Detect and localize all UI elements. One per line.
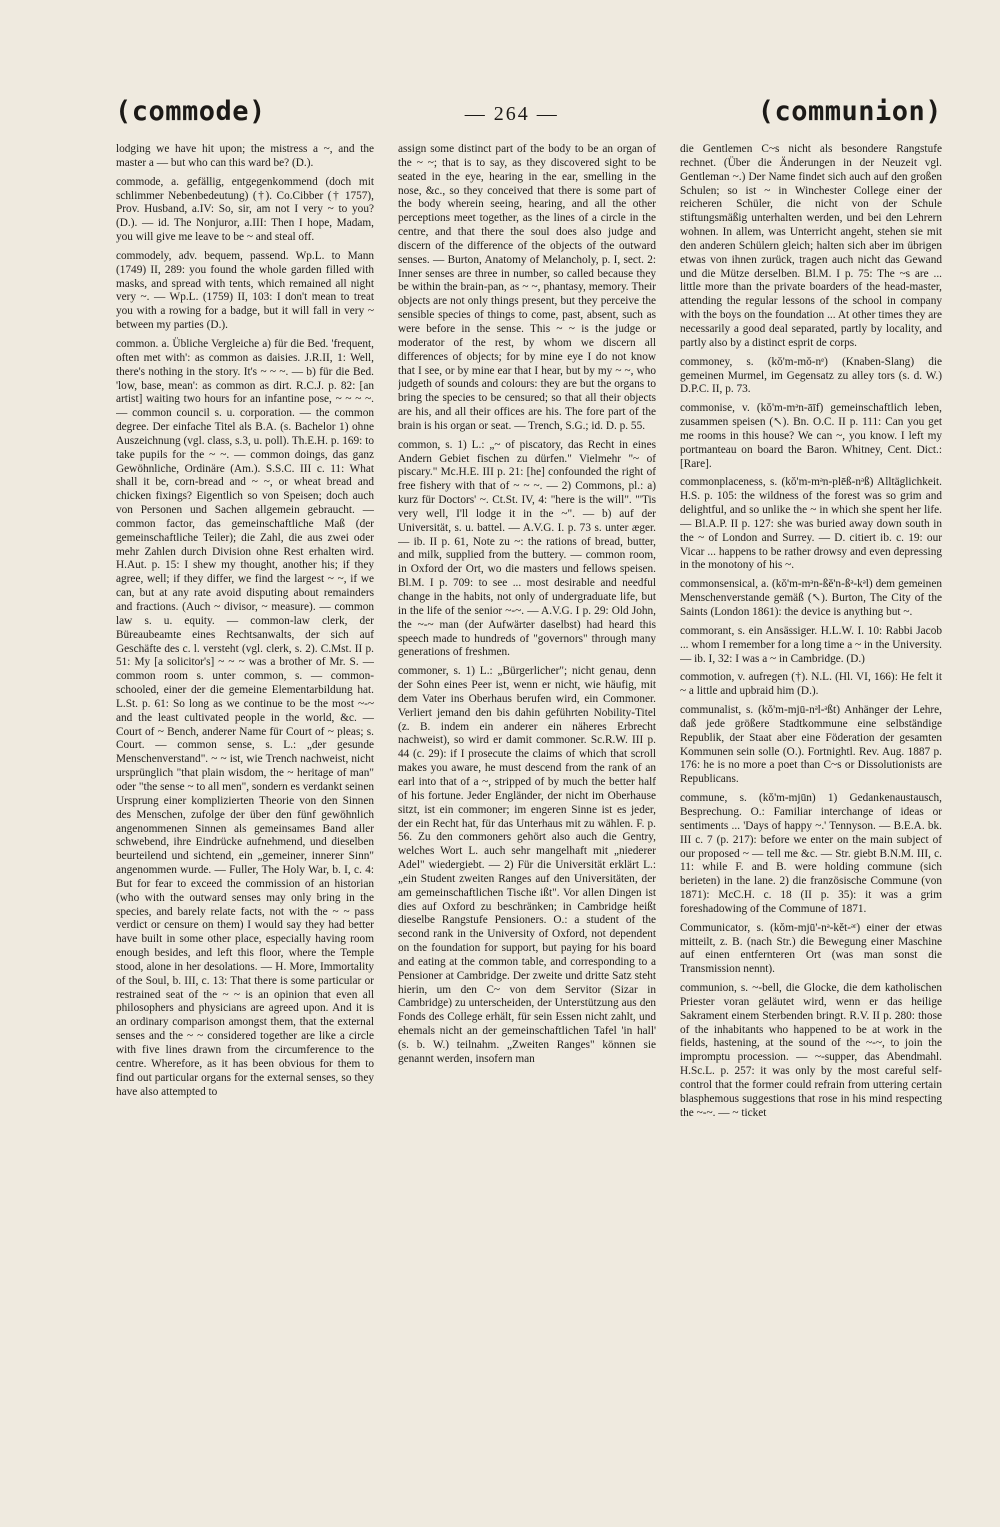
text-columns (116, 143, 942, 1473)
entry-text: communalist, s. (kŏ'm-mjū-nᵊl-ᵊßt) Anhänger der Lehre, daß jede größere Stadtkommune eine selbständige Republik, der Staat aber eine Föderation der gesamten Kommunen sein solle (O.). Fortnightl. Rev. Aug. 1887 p. 176: he is no more a poet than C~s or Dissolutionists are Republicans. (680, 704, 942, 786)
column-3 (680, 143, 942, 1473)
entry-text: commonise, v. (kŏ'm-mᵊn-āīf) gemeinschaftlich leben, zusammen speisen (↖). Bn. O.C. II p. 111: Can you get me rooms in this house? We can ~, you know. I left my portmanteau on board the Baron. Whitney, Cent. Dict.: [Rare]. (680, 402, 942, 470)
header-left-guideword: (commode) (115, 96, 266, 127)
page-number: — 264 — (464, 103, 559, 125)
entry-text: common, s. 1) L.: „~ of piscatory, das Recht in eines Andern Gebiet fischen zu dürfen." Vielmehr "~ of piscary." Mc.H.E. III p. 21: [he] confounded the right of free fishery with that of ~ ~ ~. — 2) Commons, pl.: a) kurz für Doctors' ~. Ct.St. IV, 4: "here is the will". "'Tis very well, I'll lodge it in the ~". — b) auf der Universität, s. u. battel. — A.V.G. I. p. 73 s. unter æger. — ib. II p. 61, Note zu ~: the rations of bread, butter, and milk, supplied from the buttery. — common room, in Oxford der Ort, wo die masters und fellows speisen. Bl.M. I p. 709: to see ... most desirable and needful change in the habits, not only of undergraduate life, but in the life of the senior ~-~. — A.V.G. I p. 29: Old John, the ~-~ man (der Aufwärter daselbst) had heard this speech made to hundreds of "governors" through many generations of freshmen. (398, 438, 656, 659)
entry-text: Communicator, s. (kŏm-mjū'-nᵊ-kĕt-ᵊʳ) einer der etwas mitteilt, z. B. (nach Str.) die Bewegung einer Maschine auf einen entfernteren Ort (was man sonst die Transmission nennt). (680, 921, 942, 976)
entry-text: commonsensical, a. (kŏ'm-mᵊn-ßĕ'n-ßᵊ-kᵊl) dem gemeinen Menschenverstande gemäß (↖). Burton, The City of the Saints (London 1861): the device is anything but ~. (680, 578, 942, 618)
entry-text: commune, s. (kŏ'm-mjūn) 1) Gedankenaustausch, Besprechung. O.: Familiar interchange of ideas or sentiments ... 'Days of happy ~.' Tennyson. — B.E.A. bk. III c. 7 (p. 217): before we enter on the main subject of our proposed ~ — tell me &c. — Str. giebt B.N.M. III, c. 11: while F. and B. were holding commune (sich berieten) in the lane. 2) die französische Commune (von 1871): McC.H. c. 18 (II p. 35): it was a grim foreshadowing of the Commune of 1871. (680, 792, 942, 915)
entry-text: commonplaceness, s. (kŏ'm-mᵊn-plēß-nᵊß) Alltäglichkeit. H.S. p. 105: the wildness of the forest was so grim and delightful, and so unlike the ~ in which she spent her life. — Bl.A.P. II p. 127: she was buried away down south in the ~ of London and Surrey. — D. citiert ib. c. 19: our Vicar ... happens to be rather drowsy and even depressing in the monotony of his ~. (680, 476, 942, 572)
entry-text: communion, s. ~-bell, die Glocke, die dem katholischen Priester voran geläutet wird, wenn er das heilige Sakrament einem Sterbenden bringt. R.V. II p. 280: those of the inhabitants who happened to be at work in the fields, hastening, at the sound of the ~-~, to join the impromptu procession. — ~-supper, das Abendmahl. H.Sc.L. p. 257: it was only by the most careful self-control that the former could refrain from uttering certain blasphemous suggestions that rose in his mind respecting the ~-~. — ~ ticket (680, 982, 942, 1119)
entry-text: commodely, adv. bequem, passend. Wp.L. to Mann (1749) II, 289: you found the whole garden filled with masks, and spread with tents, which remained all night very ~. — Wp.L. (1759) II, 103: I don't mean to treat you with a rowing for a badge, but it will fall in very ~ between my parties (D.). (116, 249, 374, 332)
entry-text: die Gentlemen C~s nicht als besondere Rangstufe rechnet. (Über die Änderungen in der Neuzeit vgl. Gentleman ~.) Der Name findet sich auch auf den großen Schulen; so ist ~ in Winchester College einer der reicheren Schüler, die nicht von der Schule stiftungsmäßig unterhalten werden, und bei den Lehrern wohnen. In allem, was Unterricht angeht, stehen sie mit den anderen Schülern gleich; halten sich aber im übrigen etwas von ihnen zurück, tragen auch nicht das Gewand und die Mütze derselben. Bl.M. I p. 75: The ~s are ... little more than the private boarders of the head-master, attending the regular lessons of the school in company with the boys on the foundation ... At other times they are necessarily a good deal separated, partly by locality, and partly also by a distinct esprit de corps. (680, 143, 942, 349)
column-2 (398, 143, 656, 1473)
column-1 (116, 143, 374, 1473)
entry-text: assign some distinct part of the body to be an organ of the ~ ~; that is to say, as they discovered sight to be seated in the eye, hearing in the ear, smelling in the nose, &c., so they conceived that there is some part of the body wherein seeing, hearing, and all the other perceptions meet together, as the lines of a circle in the centre, and that there the soul does also judge and discern of the difference of the objects of the outward senses. — Burton, Anatomy of Melancholy, p. I, sect. 2: Inner senses are three in number, so called because they be within the brain-pan, as ~ ~, phantasy, memory. Their objects are not only things present, but they perceive the sensible species of things to come, past, absent, such as were before in the sense. This ~ ~ is the judge or moderator of the rest, by whom we discern all differences of objects; for by mine eye I do not know that I see, or by mine ear that I hear, but by my ~ ~, who judgeth of sounds and colours: they are but the organs to bring the species to be censured; so that all their objects are his, and all their offices are his. The fore part of the brain is his organ or seat. — Trench, S.G.; id. D. p. 55. (398, 143, 656, 432)
header-right-guideword: (communion) (757, 96, 942, 127)
running-header (115, 96, 942, 132)
entry-text: commoner, s. 1) L.: „Bürgerlicher"; nicht genau, denn der Sohn eines Peer ist, wenn er nicht, wie häufig, mit dem Vater ins Oberhaus berufen wird, ein Commoner. Verliert jemand den bis dahin geführten Nobility-Titel (z. B. indem ein anderer ein näheres Erbrecht nachweist), so wird er damit commoner. Sc.R.W. III p. 44 (c. 29): if I prosecute the claims of which that scroll makes you aware, he must descend from the rank of an earl into that of a ~, stripped of by much the better half of his fortune. Jeder Engländer, der nicht im Oberhause sitzt, ist ein commoner; im engeren Sinne ist es jeder, der ein Recht hat, für das Unterhaus mit zu wählen. F. p. 56. Zu den commoners gehört also auch die Gentry, welches Wort L. auch sehr mangelhaft mit „niederer Adel" wiedergiebt. — 2) Für die Universität erklärt L.: „ein Student zweiten Ranges auf den Universitäten, der am gemeinschaftlichen Tische ißt". Vor allen Dingen ist dies auf Oxford zu beschränken; in Cambridge heißt dieselbe Rangstufe Pensioners. O.: a student of the second rank in the University of Oxford, not dependent on the foundation for support, but paying for his board and eating at the common table, and corresponding to a Pensioner at Cambridge. Der zweite und dritte Satz steht hierin, um den C~ von dem Servitor (Sizar in Cambridge) zu unterscheiden, der Unterstützung aus den Fonds des College erhält, für sein Essen nicht zahlt, und ehemals nicht an der gemeinschaftlichen Tafel 'in hall' (s. b. W.) teilnahm. „Zweiten Ranges" können sie genannt werden, insofern man (398, 665, 656, 1065)
entry-text: commorant, s. ein Ansässiger. H.L.W. I. 10: Rabbi Jacob ... whom I remember for a long time a ~ in the University. — ib. I, 32: I was a ~ in Cambridge. (D.) (680, 624, 942, 665)
entry-text: commotion, v. aufregen (†). N.L. (Hl. VI, 166): He felt it ~ a little and upbraid him (D.). (680, 671, 942, 698)
entry-text: lodging we have hit upon; the mistress a ~, and the master a — but who can this ward be? (D.). (116, 143, 374, 169)
entry-text: common. a. Übliche Vergleiche a) für die Bed. 'frequent, often met with': as common as daisies. J.R.II, 1: Well, there's nothing in the story. It's ~ ~ ~. — b) für die Bed. 'low, base, mean': as common as dirt. R.C.J. p. 82: [an artist] waiting two hours for an infantine pose, ~ ~ ~ ~. — common council s. u. corporation. — the common degree. Der einfache Titel als B.A. (s. Bachelor 1) ohne Auszeichnung (vgl. class, s.3, u. poll). Th.E.H. p. 169: to take pupils for the ~ ~. — common doings, das ganz Gewöhnliche, Ordinäre (Am.). S.S.C. III c. 11: What shall it be, corn-bread and ~ ~, or wheat bread and chicken fixings? Eigentlich so von Speisen; doch auch von Personen und Sachen allgemein gebraucht. — common factor, das gemeinschaftliche Maß (der gemeinschaftliche Teiler); die Zahl, die aus zwei oder mehr Zahlen durch Division ohne Rest erhalten wird. H.Aut. p. 15: I shew my thought, another his; if they agree, well; if they differ, we find the largest ~ ~, if we can, but at any rate avoid disputing about remainders and fractions. (Auch ~ divisor, ~ measure). — common law s. u. equity. — common-law clerk, der Büreaubeamte eines Rechtsanwalts, der sich auf Geschäfte des c. l. versteht (vgl. clerk, s. 2). C.Mst. II p. 51: My [a solicitor's] ~ ~ ~ was a brother of Mr. S. — common room s. unter common, s. — common-schooled, einer der die gemeine Elementarbildung hat. L.St. p. 61: So long as we continue to be the most ~-~ and the least cultivated people in the world, &c. — Court of ~ Bench, anderer Name für Court of ~ pleas; s. Court. — common sense, s. L.: „der gesunde Menschenverstand". ~ ~ ist, wie Trench nachweist, nicht ursprünglich "that plain wisdom, the ~ heritage of man" oder "the sense ~ to all men", sondern es verdankt seinen Ursprung einer komplizierten Theorie von den Sinnen des Menschen, zufolge der über den fünf gewöhnlich angenommenen Sinnen als gemeinsames Band aller schwebend, ihre Eindrücke aufnehmend, und dieselben beurteilend und sichtend, ein „gemeiner, innerer Sinn" angenommen wurde. — Fuller, The Holy War, b. I, c. 4: But for fear to exceed the commission of an historian (who with the outward senses may only bring in the species, and barely relate facts, not with the ~ ~ pass verdict or censure on them) I would say they had better have built in some other place, especially having room enough besides, and left this floor, where the Temple stood, alone in her desolations. — H. More, Immortality of the Soul, b. III, c. 13: That there is some particular or restrained seat of the ~ ~ is an opinion that even all philosophers and physicians are agreed upon. And it is an ordinary comparison amongst them, that the external senses and the ~ ~ considered together are like a circle with five lines drawn from the circumference to the centre. Wherefore, as it has been obvious for them to find out particular organs for the external senses, so they have also attempted to (116, 337, 374, 1098)
entry-text: commoney, s. (kŏ'm-mŏ-nᵉ) (Knaben-Slang) die gemeinen Murmel, im Gegensatz zu alley tors (s. d. W.) D.P.C. II, p. 73. (680, 355, 942, 396)
entry-text: commode, a. gefällig, entgegenkommend (doch mit schlimmer Nebenbedeutung) (†). Co.Cibber († 1757), Prov. Husband, a.IV: So, sir, am not I very ~ to you? (D.). — id. The Nonjuror, a.III: Then I hope, Madam, you will give me leave to be ~ and steal off. (116, 175, 374, 244)
